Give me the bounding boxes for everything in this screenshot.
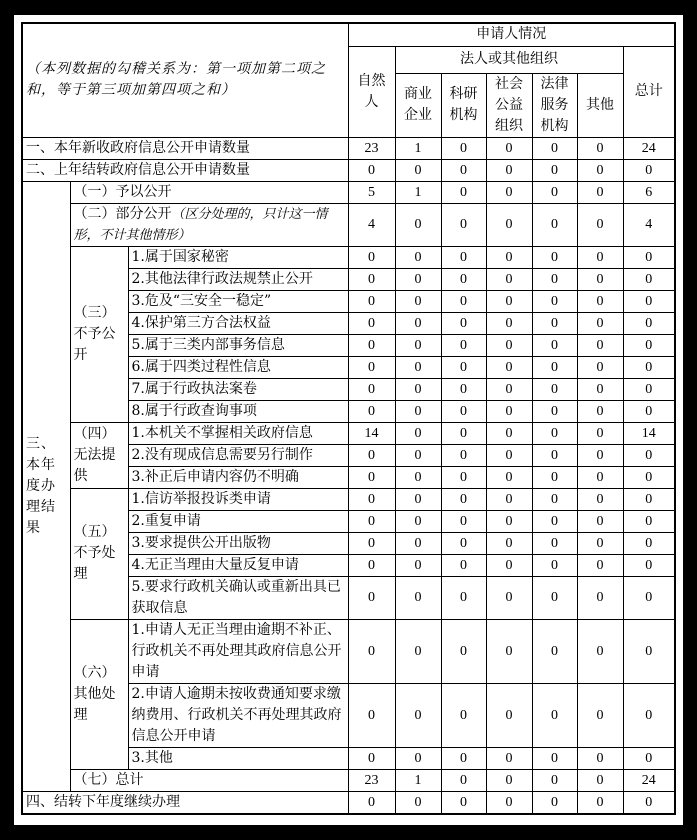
subsection-label: （五）不予处理: [70, 488, 128, 619]
value-cell: 0: [348, 576, 395, 619]
value-cell: 0: [532, 159, 577, 181]
value-cell: 0: [486, 159, 532, 181]
row-label: 5.属于三类内部事务信息: [128, 334, 348, 356]
value-cell: 0: [395, 554, 441, 576]
value-cell: 0: [623, 510, 675, 532]
value-cell: 0: [623, 312, 675, 334]
value-cell: 0: [532, 137, 577, 159]
value-cell: 0: [623, 400, 675, 422]
value-cell: 0: [532, 747, 577, 769]
value-cell: 0: [441, 554, 486, 576]
report-page: [14, 15, 683, 825]
row-label: 1.本机关不掌握相关政府信息: [128, 422, 348, 444]
table-row: [22, 488, 675, 510]
value-cell: 24: [623, 769, 675, 791]
value-cell: 0: [395, 334, 441, 356]
header-org-type-commercial: 商业企业: [395, 73, 441, 137]
value-cell: 0: [532, 683, 577, 747]
value-cell: 0: [577, 619, 623, 683]
value-cell: 0: [348, 378, 395, 400]
table-row: [22, 619, 675, 683]
value-cell: 0: [532, 290, 577, 312]
value-cell: 0: [441, 203, 486, 246]
subsection-label: （六）其他处理: [70, 619, 128, 769]
value-cell: 0: [486, 268, 532, 290]
value-cell: 0: [395, 312, 441, 334]
value-cell: 0: [532, 356, 577, 378]
row-label: 1.申请人无正当理由逾期不补正、行政机关不再处理其政府信息公开申请: [128, 619, 348, 683]
value-cell: 0: [441, 268, 486, 290]
value-cell: 0: [532, 510, 577, 532]
value-cell: 0: [532, 268, 577, 290]
value-cell: 0: [395, 619, 441, 683]
value-cell: 0: [623, 554, 675, 576]
value-cell: 0: [441, 159, 486, 181]
row-label: 二、上年结转政府信息公开申请数量: [22, 159, 348, 181]
value-cell: 0: [623, 290, 675, 312]
row-label: （七）总计: [70, 769, 348, 791]
value-cell: 0: [623, 466, 675, 488]
value-cell: 0: [577, 246, 623, 268]
table-row: [22, 137, 675, 159]
value-cell: 0: [395, 510, 441, 532]
value-cell: 0: [623, 268, 675, 290]
subsection-label: （四）无法提供: [70, 422, 128, 488]
value-cell: 0: [486, 747, 532, 769]
value-cell: 1: [395, 769, 441, 791]
row-label: 2.重复申请: [128, 510, 348, 532]
value-cell: 0: [348, 466, 395, 488]
row-label: 3.其他: [128, 747, 348, 769]
value-cell: 0: [348, 488, 395, 510]
value-cell: 0: [577, 400, 623, 422]
value-cell: 0: [348, 532, 395, 554]
value-cell: 0: [348, 554, 395, 576]
value-cell: 0: [348, 356, 395, 378]
value-cell: 0: [532, 400, 577, 422]
value-cell: 0: [486, 510, 532, 532]
value-cell: 0: [577, 683, 623, 747]
value-cell: 0: [486, 400, 532, 422]
value-cell: 0: [395, 268, 441, 290]
value-cell: 0: [532, 554, 577, 576]
value-cell: 0: [395, 444, 441, 466]
value-cell: 23: [348, 137, 395, 159]
table-row: [22, 791, 675, 814]
value-cell: 0: [577, 422, 623, 444]
value-cell: 0: [577, 203, 623, 246]
value-cell: 0: [577, 444, 623, 466]
value-cell: 0: [486, 554, 532, 576]
table-row: [22, 181, 675, 203]
header-row-1: [22, 23, 675, 46]
value-cell: 0: [441, 312, 486, 334]
value-cell: 0: [348, 619, 395, 683]
row-label: 3.要求提供公开出版物: [128, 532, 348, 554]
value-cell: 0: [441, 334, 486, 356]
value-cell: 0: [532, 246, 577, 268]
value-cell: 0: [486, 181, 532, 203]
header-org-type-other: 其他: [577, 73, 623, 137]
value-cell: 0: [395, 290, 441, 312]
disclosure-applications-table: [21, 22, 676, 815]
value-cell: 0: [348, 159, 395, 181]
value-cell: 0: [348, 444, 395, 466]
table-row: [22, 422, 675, 444]
value-cell: 0: [577, 290, 623, 312]
row-label: 5.要求行政机关确认或重新出具已获取信息: [128, 576, 348, 619]
value-cell: 0: [441, 619, 486, 683]
value-cell: 0: [486, 769, 532, 791]
value-cell: 0: [441, 747, 486, 769]
value-cell: 0: [486, 683, 532, 747]
value-cell: 0: [395, 683, 441, 747]
row-label-note: （区分处理的，只计这一情形，不计其他情形）: [73, 206, 328, 243]
value-cell: 0: [395, 246, 441, 268]
value-cell: 0: [486, 378, 532, 400]
value-cell: 0: [441, 181, 486, 203]
reconciliation-note: （本列数据的勾稽关系为：第一项加第二项之和，等于第三项加第四项之和）: [22, 23, 348, 137]
value-cell: 0: [532, 466, 577, 488]
table-row: [22, 203, 675, 246]
value-cell: 0: [623, 576, 675, 619]
row-label: 1.信访举报投诉类申请: [128, 488, 348, 510]
value-cell: 0: [623, 159, 675, 181]
value-cell: 0: [395, 159, 441, 181]
value-cell: 0: [577, 466, 623, 488]
value-cell: 0: [441, 683, 486, 747]
value-cell: 0: [348, 683, 395, 747]
value-cell: 0: [348, 510, 395, 532]
value-cell: 0: [348, 268, 395, 290]
row-label: 1.属于国家秘密: [128, 246, 348, 268]
value-cell: 0: [532, 532, 577, 554]
row-label: 2.申请人逾期未按收费通知要求缴纳费用、行政机关不再处理其政府信息公开申请: [128, 683, 348, 747]
value-cell: 0: [441, 466, 486, 488]
value-cell: 0: [577, 268, 623, 290]
value-cell: 0: [486, 466, 532, 488]
value-cell: 0: [623, 246, 675, 268]
header-legal-or-other-org: 法人或其他组织: [395, 46, 623, 73]
value-cell: 0: [623, 444, 675, 466]
value-cell: 0: [486, 619, 532, 683]
value-cell: 0: [623, 356, 675, 378]
value-cell: 0: [577, 356, 623, 378]
header-applicant-situation: 申请人情况: [348, 23, 675, 46]
value-cell: 4: [623, 203, 675, 246]
value-cell: 0: [348, 400, 395, 422]
value-cell: 0: [532, 444, 577, 466]
value-cell: 0: [441, 769, 486, 791]
header-org-type-research: 科研机构: [441, 73, 486, 137]
value-cell: 0: [577, 334, 623, 356]
value-cell: 0: [577, 488, 623, 510]
value-cell: 0: [532, 791, 577, 814]
value-cell: 0: [486, 312, 532, 334]
value-cell: 0: [441, 791, 486, 814]
table-row: [22, 246, 675, 268]
value-cell: 0: [623, 532, 675, 554]
value-cell: 0: [395, 356, 441, 378]
subsection-label: （三）不予公开: [70, 246, 128, 422]
value-cell: 0: [577, 576, 623, 619]
value-cell: 0: [577, 532, 623, 554]
value-cell: 0: [441, 510, 486, 532]
value-cell: 0: [441, 444, 486, 466]
value-cell: 6: [623, 181, 675, 203]
value-cell: 0: [441, 400, 486, 422]
row-label: 6.属于四类过程性信息: [128, 356, 348, 378]
value-cell: 0: [532, 488, 577, 510]
value-cell: 0: [395, 400, 441, 422]
value-cell: 0: [623, 747, 675, 769]
value-cell: 0: [486, 203, 532, 246]
value-cell: 0: [486, 576, 532, 619]
value-cell: 0: [577, 747, 623, 769]
value-cell: 0: [348, 334, 395, 356]
value-cell: 0: [623, 683, 675, 747]
value-cell: 0: [623, 334, 675, 356]
value-cell: 0: [348, 747, 395, 769]
value-cell: 0: [486, 444, 532, 466]
value-cell: 0: [623, 378, 675, 400]
table-row: [22, 159, 675, 181]
value-cell: 0: [486, 488, 532, 510]
value-cell: 0: [532, 422, 577, 444]
value-cell: 0: [532, 203, 577, 246]
header-org-type-legal-service: 法律服务机构: [532, 73, 577, 137]
value-cell: 0: [486, 246, 532, 268]
row-label: [70, 203, 348, 246]
row-label: （一）予以公开: [70, 181, 348, 203]
value-cell: 0: [577, 769, 623, 791]
value-cell: 0: [532, 181, 577, 203]
value-cell: 0: [577, 137, 623, 159]
value-cell: 0: [623, 619, 675, 683]
value-cell: 0: [441, 290, 486, 312]
header-total: 总计: [623, 46, 675, 137]
value-cell: 14: [348, 422, 395, 444]
row-label: 3.补正后申请内容仍不明确: [128, 466, 348, 488]
value-cell: 0: [532, 769, 577, 791]
value-cell: 0: [577, 159, 623, 181]
value-cell: 0: [395, 791, 441, 814]
value-cell: 0: [486, 356, 532, 378]
row-label: 8.属于行政查询事项: [128, 400, 348, 422]
section-label-processing-results: 三、本年度办理结果: [22, 181, 70, 791]
value-cell: 0: [348, 312, 395, 334]
value-cell: 0: [441, 576, 486, 619]
value-cell: 0: [395, 378, 441, 400]
row-label: 3.危及“三安全一稳定”: [128, 290, 348, 312]
value-cell: 0: [395, 422, 441, 444]
value-cell: 0: [395, 747, 441, 769]
value-cell: 0: [623, 488, 675, 510]
value-cell: 0: [348, 791, 395, 814]
value-cell: 0: [395, 576, 441, 619]
row-label: 2.其他法律行政法规禁止公开: [128, 268, 348, 290]
value-cell: 0: [623, 791, 675, 814]
value-cell: 14: [623, 422, 675, 444]
row-label: 7.属于行政执法案卷: [128, 378, 348, 400]
value-cell: 0: [441, 137, 486, 159]
value-cell: 0: [577, 510, 623, 532]
value-cell: 0: [532, 619, 577, 683]
value-cell: 23: [348, 769, 395, 791]
row-label: 2.没有现成信息需要另行制作: [128, 444, 348, 466]
row-label: 四、结转下年度继续办理: [22, 791, 348, 814]
value-cell: 0: [441, 532, 486, 554]
value-cell: 0: [486, 137, 532, 159]
value-cell: 0: [532, 378, 577, 400]
value-cell: 0: [395, 488, 441, 510]
value-cell: 0: [486, 334, 532, 356]
value-cell: 0: [395, 532, 441, 554]
value-cell: 0: [532, 576, 577, 619]
value-cell: 0: [348, 290, 395, 312]
value-cell: 0: [348, 246, 395, 268]
header-natural-person: 自然人: [348, 46, 395, 137]
value-cell: 0: [441, 378, 486, 400]
value-cell: 0: [486, 791, 532, 814]
value-cell: 0: [532, 312, 577, 334]
value-cell: 0: [395, 203, 441, 246]
value-cell: 0: [577, 181, 623, 203]
value-cell: 0: [486, 422, 532, 444]
value-cell: 0: [441, 422, 486, 444]
row-label: 一、本年新收政府信息公开申请数量: [22, 137, 348, 159]
value-cell: 0: [395, 466, 441, 488]
row-label: 4.无正当理由大量反复申请: [128, 554, 348, 576]
value-cell: 4: [348, 203, 395, 246]
value-cell: 0: [486, 532, 532, 554]
value-cell: 1: [395, 137, 441, 159]
value-cell: 0: [532, 334, 577, 356]
value-cell: 1: [395, 181, 441, 203]
value-cell: 0: [577, 791, 623, 814]
row-label: 4.保护第三方合法权益: [128, 312, 348, 334]
value-cell: 0: [577, 378, 623, 400]
value-cell: 24: [623, 137, 675, 159]
header-org-type-public-welfare: 社会公益组织: [486, 73, 532, 137]
value-cell: 0: [486, 290, 532, 312]
value-cell: 0: [441, 488, 486, 510]
value-cell: 5: [348, 181, 395, 203]
value-cell: 0: [577, 312, 623, 334]
table-row: [22, 769, 675, 791]
value-cell: 0: [441, 246, 486, 268]
value-cell: 0: [577, 554, 623, 576]
value-cell: 0: [441, 356, 486, 378]
row-label-main: （二）部分公开: [73, 205, 172, 222]
